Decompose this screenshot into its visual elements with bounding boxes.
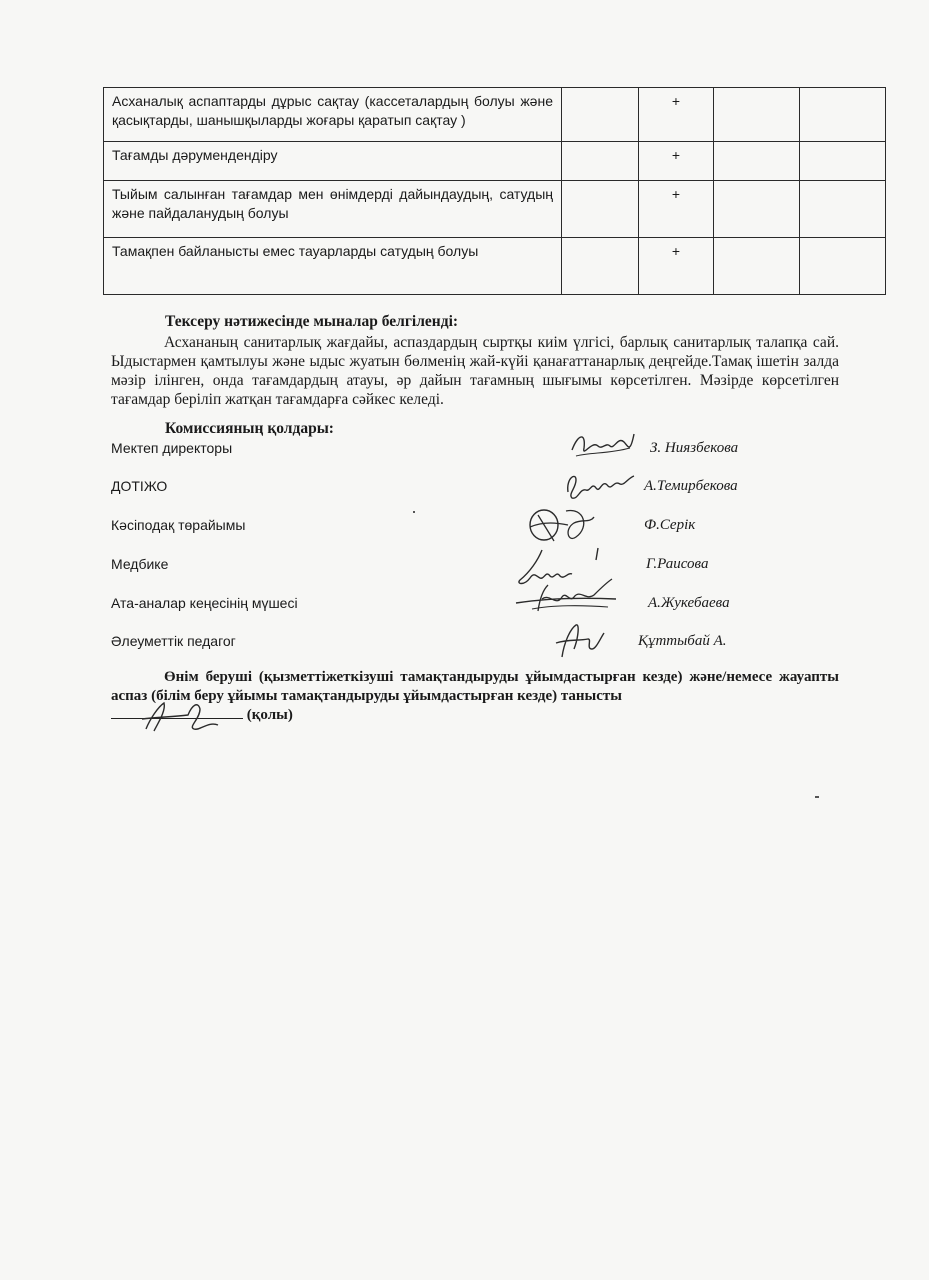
signer-name: Ф.Серік: [644, 517, 696, 533]
signer-role: ДОТІЖО: [111, 478, 168, 494]
signer-name: З. Ниязбекова: [650, 440, 739, 456]
signer-name: А.Темирбекова: [644, 478, 738, 494]
table-row: [104, 238, 886, 295]
mark-cell: +: [639, 88, 714, 142]
signer-role: Кәсіподақ төрайымы: [111, 517, 246, 533]
criterion-cell: Тамақпен байланысты емес тауарларды сатудың болуы: [104, 238, 562, 295]
acknowledgement-body: Өнім беруші (қызметтіжеткізуші тамақтандыруды ұйымдастырған кезде) және/немесе жауапты аспаз (білім беру ұйымы тамақтандыруды ұйымдастырған кезде) танысты: [111, 669, 839, 704]
signature-row: [0, 556, 929, 586]
findings-body: Асхананың санитарлық жағдайы, аспаздардың сыртқы киім үлгісі, барлық санитарлық талапқа сай. Ыдыстармен қамтылуы және ыдыс жуатын бөлменің жай-күйі қанағаттанарлық деңгейде.Тамақ ішетін залда мәзір ілінген, онда тағамдардың атауы, әр дайын тағамның шығымы көрсетілген. Мәзірде көрсетілген тағамдар беріліп жатқан тағамдарға сәйкес келеді.: [111, 334, 839, 408]
mark-cell: [714, 181, 800, 238]
mark-cell: [800, 142, 886, 181]
mark-cell: [562, 88, 639, 142]
mark-cell: +: [639, 142, 714, 181]
criterion-cell: Тыйым салынған тағамдар мен өнімдерді дайындаудың, сатудың және пайдаланудың болуы: [104, 181, 562, 238]
handwritten-signature: [520, 503, 600, 547]
signer-name: Г.Раисова: [646, 556, 709, 572]
signer-name: Құттыбай А.: [638, 633, 727, 649]
criterion-cell: Асханалық аспаптарды дұрыс сақтау (кассеталардың болуы және қасықтарды, шанышқыларды жоғары қаратып сақтау ): [104, 88, 562, 142]
mark-cell: [714, 88, 800, 142]
mark-cell: [714, 142, 800, 181]
handwritten-signature: [128, 695, 228, 740]
scan-speck: [815, 796, 819, 798]
signer-role: Мектеп директоры: [111, 440, 233, 456]
signer-name: А.Жукебаева: [648, 595, 730, 611]
signature-row: [0, 517, 929, 547]
scan-speck: [413, 511, 415, 513]
handwritten-signature: [568, 428, 638, 464]
signature-row: [0, 440, 929, 470]
mark-cell: [800, 181, 886, 238]
signer-role: Әлеуметтік педагог: [111, 633, 236, 649]
signature-label: (қолы): [246, 707, 293, 723]
mark-cell: [562, 181, 639, 238]
criterion-cell: Тағамды дәрумендендіру: [104, 142, 562, 181]
signatures-heading: Комиссияның қолдары:: [165, 420, 334, 437]
signature-row: [0, 478, 929, 508]
mark-cell: [562, 142, 639, 181]
handwritten-signature: [562, 468, 642, 502]
handwritten-signature: [512, 573, 622, 617]
mark-cell: [800, 88, 886, 142]
mark-cell: [714, 238, 800, 295]
table-row: [104, 181, 886, 238]
table-row: [104, 142, 886, 181]
mark-cell: +: [639, 238, 714, 295]
signer-role: Ата-аналар кеңесінің мүшесі: [111, 595, 298, 611]
findings-heading: Тексеру нәтижесінде мыналар белгіленді:: [165, 313, 459, 330]
mark-cell: [800, 238, 886, 295]
mark-cell: +: [639, 181, 714, 238]
signature-row: [0, 595, 929, 625]
signature-row: [0, 633, 929, 663]
table-row: [104, 88, 886, 142]
signer-role: Медбике: [111, 556, 169, 572]
checklist-table: [103, 87, 886, 295]
handwritten-signature: [548, 619, 608, 661]
mark-cell: [562, 238, 639, 295]
